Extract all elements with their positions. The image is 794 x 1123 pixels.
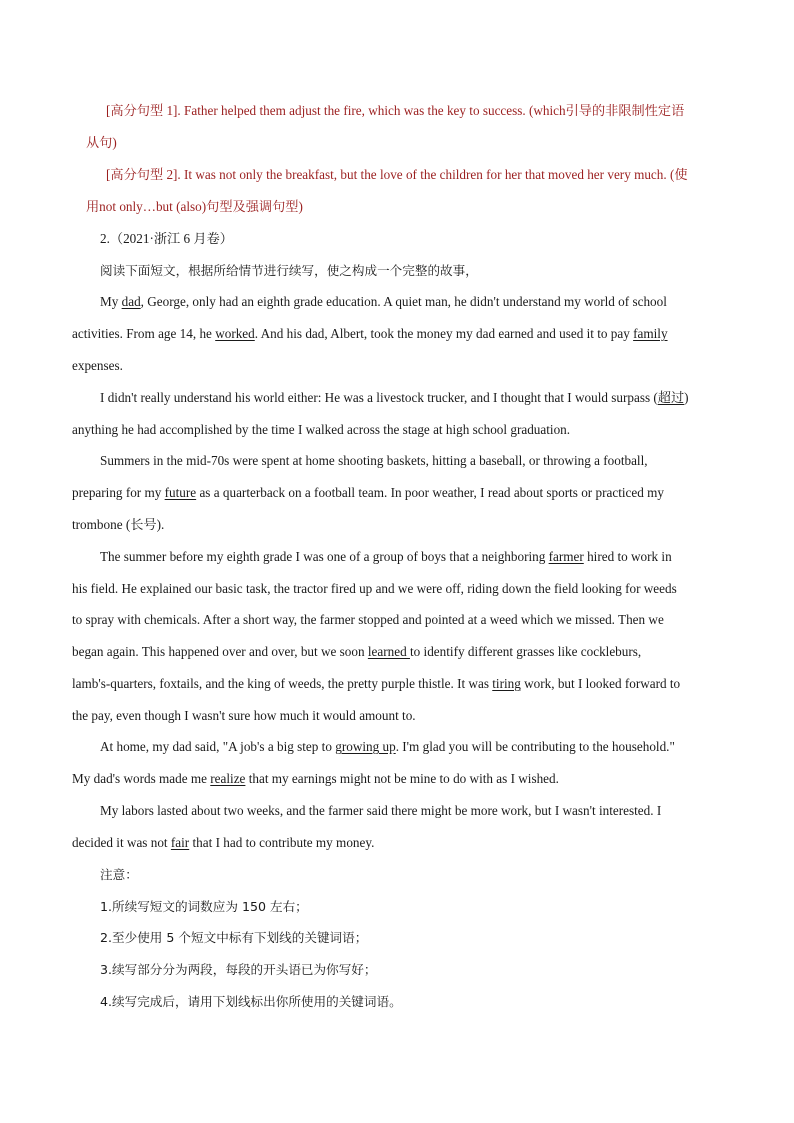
gloss-surpass: 超过: [657, 390, 685, 405]
question-instruction-text: 阅读下面短文，根据所给情节进行续写，使之构成一个完整的故事，: [100, 263, 478, 278]
passage-line: [100, 293, 667, 311]
question-number-text: 2.（2021·浙江 6 月卷）: [100, 231, 233, 246]
text-run: , George, only had an eighth grade education. A quiet man, he didn't understand my world of school: [140, 294, 667, 309]
passage-line: [72, 580, 677, 598]
highlight-2-line-2: 用not only…but (also)句型及强调句型): [86, 199, 303, 214]
highlight-sentence-2-cont: [86, 198, 303, 216]
passage-line: [72, 611, 664, 629]
passage-line: [72, 484, 664, 502]
note-item: [100, 929, 367, 947]
text-run: that my earnings might not be mine to do with as I wished.: [245, 771, 559, 786]
note-item: [100, 961, 377, 979]
text-run: to identify different grasses like cockleburs,: [409, 644, 642, 659]
text-run: trombone (长号).: [72, 517, 165, 532]
text-run: . And his dad, Albert, took the money my dad earned and used it to pay: [254, 326, 634, 341]
passage-line: [72, 325, 668, 343]
note-item-text: 4.续写完成后，请用下划线标出你所使用的关键词语。: [100, 994, 402, 1009]
highlight-2-line-1: [高分句型 2]. It was not only the breakfast, but the love of the children for her that moved her very much. (使: [106, 167, 688, 182]
text-run: anything he had accomplished by the time I walked across the stage at high school graduation.: [72, 422, 571, 437]
text-run: activities. From age 14, he: [72, 326, 216, 341]
keyword-growing-up: growing up: [335, 739, 396, 754]
text-run: My dad's words made me: [72, 771, 211, 786]
text-run: lamb's-quarters, foxtails, and the king of weeds, the pretty purple thistle. It was: [72, 676, 493, 691]
passage-line: [72, 357, 123, 375]
text-run: as a quarterback on a football team. In poor weather, I read about sports or practiced my: [196, 485, 664, 500]
keyword-dad: dad: [121, 294, 141, 309]
note-item: [100, 898, 308, 916]
note-item: [100, 993, 402, 1011]
keyword-worked: worked: [215, 326, 255, 341]
keyword-farmer: farmer: [548, 549, 584, 564]
note-item-text: 2.至少使用 5 个短文中标有下划线的关键词语；: [100, 930, 368, 945]
highlight-1-line-2: 从句): [86, 135, 117, 150]
text-run: My labors lasted about two weeks, and the farmer said there might be more work, but I wasn't interested. I: [100, 803, 662, 818]
passage-line: [72, 516, 164, 534]
highlight-sentence-1-cont: [86, 134, 117, 152]
passage-line: [72, 770, 559, 788]
text-run: expenses.: [72, 358, 123, 373]
keyword-tiring: tiring: [492, 676, 521, 691]
highlight-sentence-2: [106, 166, 688, 184]
text-run: decided it was not: [72, 835, 171, 850]
note-item-text: 3.续写部分分为两段，每段的开头语已为你写好；: [100, 962, 377, 977]
text-run: work, but I looked forward to: [520, 676, 681, 691]
text-run: the pay, even though I wasn't sure how much it would amount to.: [72, 708, 416, 723]
text-run: preparing for my: [72, 485, 165, 500]
text-run: My: [100, 294, 122, 309]
passage-line: [100, 389, 689, 407]
text-run: Summers in the mid-70s were spent at home shooting baskets, hitting a baseball, or throwing a football,: [100, 453, 648, 468]
passage-line: [72, 707, 416, 725]
text-run: . I'm glad you will be contributing to the household.": [395, 739, 675, 754]
passage-line: [72, 675, 680, 693]
question-number: [100, 230, 233, 248]
keyword-realize: realize: [210, 771, 246, 786]
passage-line: [100, 738, 675, 756]
text-run: ): [684, 390, 689, 405]
passage-line: [100, 548, 672, 566]
passage-line: [100, 452, 648, 470]
text-run: began again. This happened over and over, but we soon: [72, 644, 368, 659]
highlight-sentence-1: [106, 102, 684, 120]
highlight-1-line-1: [高分句型 1]. Father helped them adjust the fire, which was the key to success. (which引导的非限制性定语: [106, 103, 685, 118]
keyword-family: family: [633, 326, 668, 341]
note-item-text: 1.所续写短文的词数应为 150 左右；: [100, 899, 308, 914]
keyword-fair: fair: [170, 835, 190, 850]
keyword-future: future: [164, 485, 197, 500]
text-run: At home, my dad said, "A job's a big step to: [100, 739, 336, 754]
passage-line: [72, 421, 570, 439]
text-run: hired to work in: [583, 549, 672, 564]
text-run: The summer before my eighth grade I was one of a group of boys that a neighboring: [100, 549, 549, 564]
text-run: his field. He explained our basic task, the tractor fired up and we were off, riding down the field looking for weeds: [72, 581, 677, 596]
passage-line: [100, 802, 661, 820]
question-instruction: [100, 262, 478, 280]
text-run: to spray with chemicals. After a short way, the farmer stopped and pointed at a weed which we missed. Then we: [72, 612, 664, 627]
text-run: I didn't really understand his world either: He was a livestock trucker, and I thought that I would surpass (: [100, 390, 658, 405]
notes-title: [100, 866, 138, 884]
passage-line: [72, 643, 641, 661]
passage-line: [72, 834, 374, 852]
text-run: that I had to contribute my money.: [189, 835, 375, 850]
keyword-learned: learned: [367, 644, 410, 659]
notes-title-text: 注意：: [100, 867, 138, 882]
